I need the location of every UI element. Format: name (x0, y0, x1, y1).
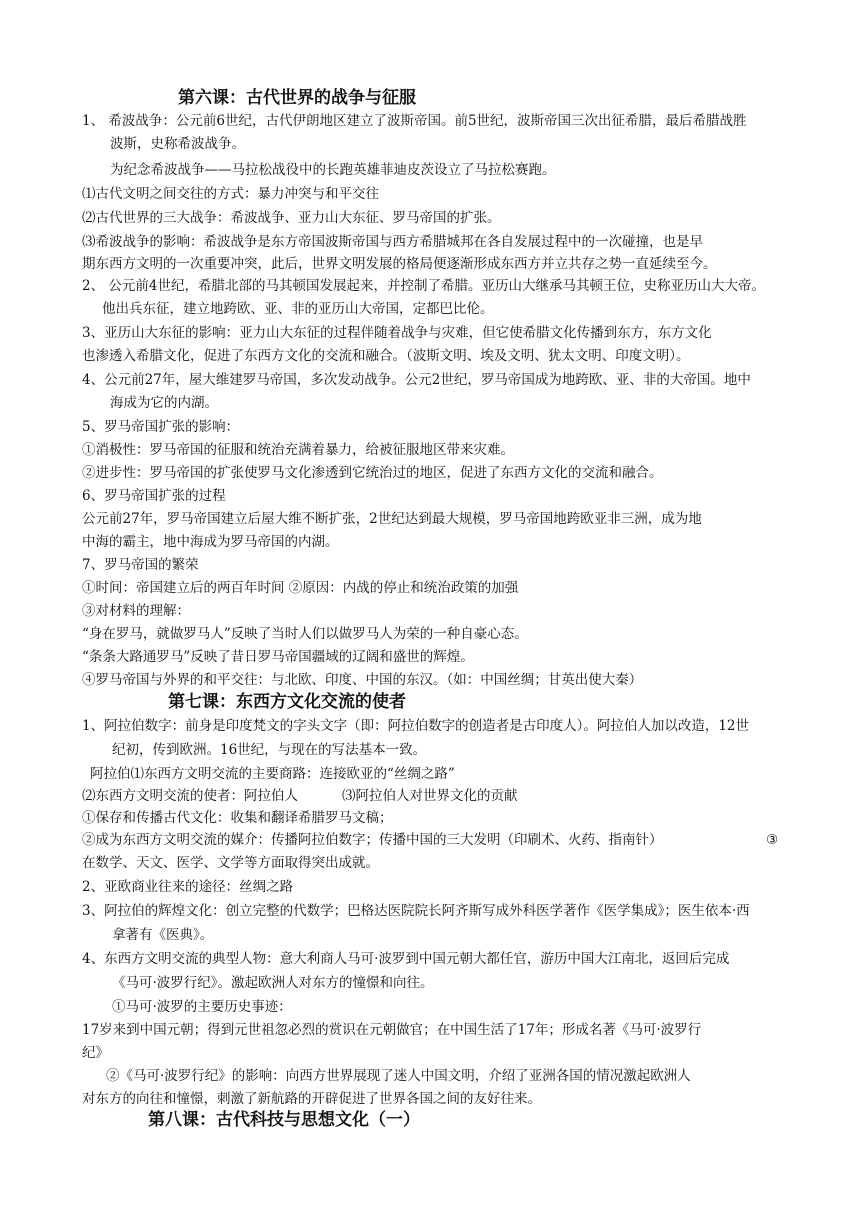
text-line: 《马可·波罗行纪》。激起欧洲人对东方的憧憬和向往。 (112, 975, 434, 991)
text-line: 在数学、天文、医学、文学等方面取得突出成就。 (82, 855, 379, 871)
text-line: 4、东西方文明交流的典型人物：意大利商人马可·波罗到中国元朝大都任官，游历中国大江南北，返回后完成 (82, 951, 730, 967)
text-line: 2、 公元前4世纪，希腊北部的马其顿国发展起来，并控制了希腊。亚历山大继承马其顿王位，史称亚历山大大帝。 (82, 278, 765, 294)
text-line: ②成为东西方文明交流的媒介：传播阿拉伯数字；传播中国的三大发明（印刷术、火药、指南针） (82, 832, 663, 848)
text-line: ⑴古代文明之间交往的方式：暴力冲突与和平交往 (82, 186, 379, 202)
text-line: ⑶希波战争的影响：希波战争是东方帝国波斯帝国与西方希腊城邦在各自发展过程中的一次碰撞，也是早 (82, 234, 703, 250)
text-line: ④罗马帝国与外界的和平交往：与北欧、印度、中国的东汉。（如：中国丝绸；甘英出使大秦） (82, 672, 643, 688)
text-line: 纪》 (82, 1045, 109, 1061)
text-line: 他出兵东征，建立地跨欧、亚、非的亚历山大帝国，定都巴比伦。 (102, 301, 494, 317)
text-line: ⑵东西方文明交流的使者：阿拉伯人 (82, 788, 298, 804)
text-line: 1、 希波战争：公元前6世纪，古代伊朗地区建立了波斯帝国。前5世纪，波斯帝国三次出征希腊，最后希腊战胜 (82, 113, 747, 129)
text-line: ②《马可·波罗行纪》的影响：向西方世界展现了迷人中国文明，介绍了亚洲各国的情况激起欧洲人 (106, 1068, 691, 1084)
lesson-6-title: 第六课：古代世界的战争与征服 (178, 88, 416, 108)
text-line: ⑶阿拉伯人对世界文化的贡献 (342, 788, 518, 804)
text-line: ①保存和传播古代文化：收集和翻译希腊罗马文稿； (82, 810, 393, 826)
text-line: 7、罗马帝国的繁荣 (82, 557, 199, 573)
text-line: 海成为它的内湖。 (110, 395, 218, 411)
text-line: ①时间：帝国建立后的两百年时间 ②原因：内战的停止和统治政策的加强 (82, 580, 519, 596)
lesson-7-title: 第七课：东西方文化交流的使者 (168, 692, 406, 712)
text-line: “身在罗马，就做罗马人”反映了当时人们以做罗马人为荣的一种自豪心态。 (82, 626, 528, 642)
text-line: 公元前27年，罗马帝国建立后屋大维不断扩张，2世纪达到最大规模，罗马帝国地跨欧亚非三洲，成为地 (82, 511, 702, 527)
text-line: 纪初，传到欧洲。16世纪，与现在的写法基本一致。 (112, 742, 427, 758)
text-line: ①消极性：罗马帝国的征服和统治充满着暴力，给被征服地区带来灾难。 (82, 442, 514, 458)
text-line: 1、阿拉伯数字：前身是印度梵文的字头文字（即：阿拉伯数字的创造者是古印度人）。阿拉伯人加以改造，12世 (82, 718, 750, 734)
text-line: ①马可·波罗的主要历史事迹： (112, 999, 292, 1015)
text-line: 阿拉伯⑴东西方文明交流的主要商路：连接欧亚的“丝绸之路” (90, 766, 455, 782)
text-line: ②进步性：罗马帝国的扩张使罗马文化渗透到它统治过的地区，促进了东西方文化的交流和融合。 (82, 465, 663, 481)
text-line: “条条大路通罗马”反映了昔日罗马帝国疆域的辽阔和盛世的辉煌。 (82, 649, 474, 665)
text-line: 3、阿拉伯的辉煌文化：创立完整的代数学；巴格达医院院长阿齐斯写成外科医学著作《医学集成》；医生依本·西 (82, 903, 750, 919)
text-line: 波斯，史称希波战争。 (110, 136, 245, 152)
text-line: 中海的霸主，地中海成为罗马帝国的内湖。 (82, 534, 339, 550)
text-line: 17岁来到中国元朝；得到元世祖忽必烈的赏识在元朝做官；在中国生活了17年；形成名著《马可·波罗行 (82, 1022, 702, 1038)
text-line: 为纪念希波战争——马拉松战役中的长跑英雄菲迪皮茨设立了马拉松赛跑。 (110, 162, 556, 178)
text-line: 拿著有《医典》。 (112, 927, 214, 943)
text-line: 期东西方文明的一次重要冲突，此后，世界文明发展的格局便逐渐形成东西方并立共存之势一直延续至今。 (82, 256, 717, 272)
text-line: 6、罗马帝国扩张的过程 (82, 488, 226, 504)
text-line: 对东方的向往和憧憬，刺激了新航路的开辟促进了世界各国之间的友好往来。 (82, 1091, 541, 1107)
text-line: 4、公元前27年，屋大维建罗马帝国，多次发动战争。公元2世纪，罗马帝国成为地跨欧、亚、非的大帝国。地中 (82, 372, 751, 388)
text-line: 2、亚欧商业往来的途径：丝绸之路 (82, 879, 294, 895)
text-line: ③ (766, 832, 779, 848)
text-line: 5、罗马帝国扩张的影响： (82, 419, 240, 435)
text-line: 也渗透入希腊文化，促进了东西方文化的交流和融合。（波斯文明、埃及文明、犹太文明、印度文明）。 (82, 348, 690, 364)
lesson-8-title: 第八课：古代科技与思想文化（一） (148, 1110, 420, 1130)
text-line: ⑵古代世界的三大战争：希波战争、亚力山大东征、罗马帝国的扩张。 (82, 210, 501, 226)
text-line: 3、亚历山大东征的影响：亚力山大东征的过程伴随着战争与灾难，但它使希腊文化传播到东方，东方文化 (82, 325, 712, 341)
text-line: ③对材料的理解： (82, 603, 190, 619)
